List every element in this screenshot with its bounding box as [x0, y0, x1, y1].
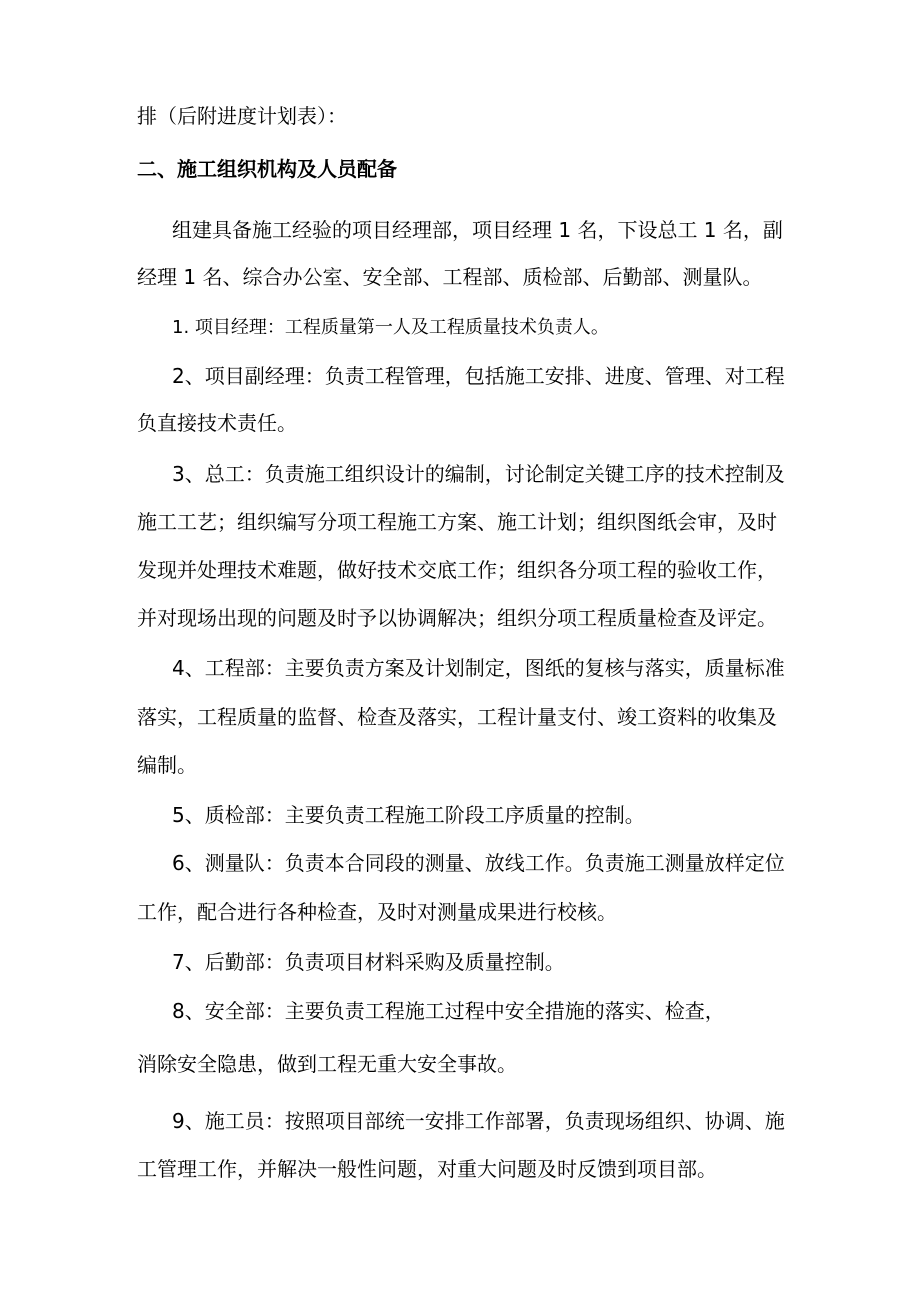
text-line: 负直接技术责任。: [137, 411, 297, 435]
text-line: 编制。: [137, 753, 197, 777]
text-line: 2、项目副经理：负责工程管理，包括施工安排、进度、管理、对工程: [172, 364, 785, 388]
text-line: 落实，工程质量的监督、检查及落实，工程计量支付、竣工资料的收集及: [137, 705, 777, 729]
text-line: 5、质检部：主要负责工程施工阶段工序质量的控制。: [172, 803, 645, 827]
text-line: 组建具备施工经验的项目经理部，项目经理 1 名，下设总工 1 名，副: [172, 218, 783, 242]
text-line: 1. 项目经理：工程质量第一人及工程质量技术负责人。: [172, 317, 609, 338]
text-line: 并对现场出现的问题及时予以协调解决；组织分项工程质量检查及评定。: [137, 606, 777, 630]
section-heading: 二、施工组织机构及人员配备: [137, 157, 397, 181]
text-line: 经理 1 名、综合办公室、安全部、工程部、质检部、后勤部、测量队。: [137, 265, 763, 289]
text-line: 9、施工员：按照项目部统一安排工作部署，负责现场组织、协调、施: [172, 1109, 785, 1133]
text-line: 消除安全隐患，做到工程无重大安全事故。: [137, 1052, 517, 1076]
text-line: 排（后附进度计划表）：: [137, 104, 347, 128]
text-line: 6、测量队：负责本合同段的测量、放线工作。负责施工测量放样定位: [172, 851, 785, 875]
text-line: 施工工艺；组织编写分项工程施工方案、施工计划；组织图纸会审，及时: [137, 510, 777, 534]
text-line: 3、总工：负责施工组织设计的编制，讨论制定关键工序的技术控制及: [172, 462, 785, 486]
text-line: 7、后勤部：负责项目材料采购及质量控制。: [172, 950, 565, 974]
text-line: 8、安全部：主要负责工程施工过程中安全措施的落实、检查，: [172, 999, 725, 1023]
text-line: 4、工程部：主要负责方案及计划制定，图纸的复核与落实，质量标准: [172, 656, 785, 680]
text-line: 工作，配合进行各种检查，及时对测量成果进行校核。: [137, 900, 617, 924]
text-line: 工管理工作，并解决一般性问题，对重大问题及时反馈到项目部。: [137, 1157, 717, 1181]
text-line: 发现并处理技术难题，做好技术交底工作；组织各分项工程的验收工作，: [137, 558, 777, 582]
